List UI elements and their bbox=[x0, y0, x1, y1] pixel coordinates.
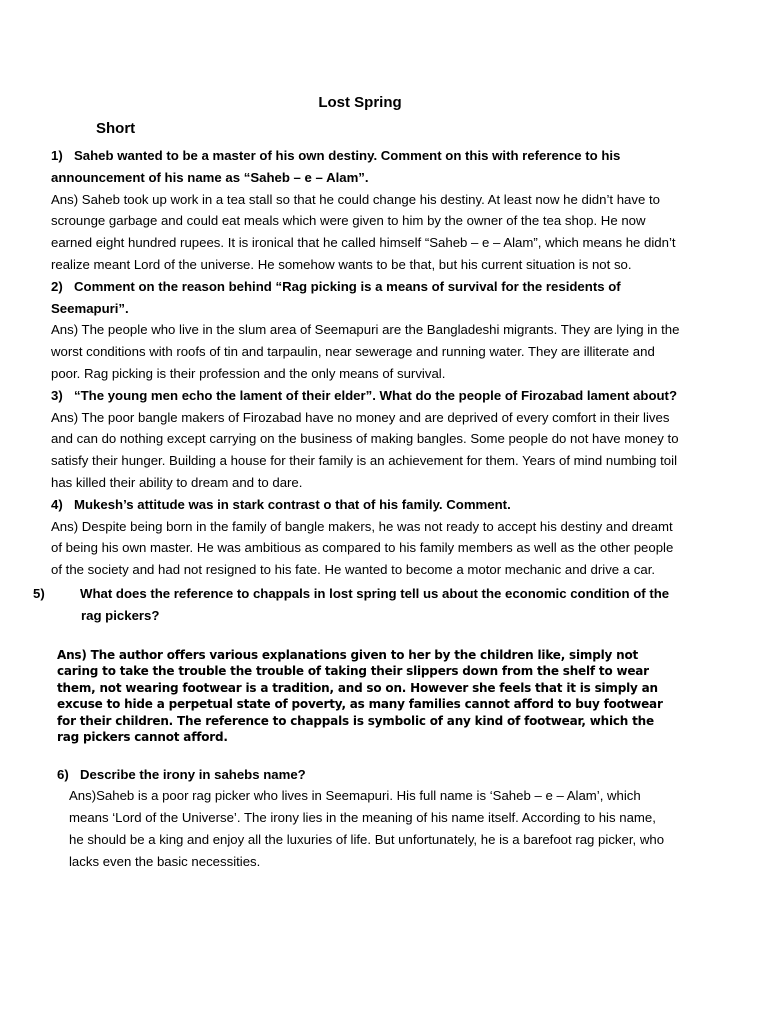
question-5 bbox=[33, 583, 683, 627]
answer-3: Ans) The poor bangle makers of Firozabad have no money and are deprived of every comfort in their lives and can do nothing except carrying on the business of making bangles. Some people do not have money to satisfy their hunger. Building a house for their family is an achievement for them. Years of mind numbing toil has killed their ability to dream and to dare. bbox=[51, 409, 679, 490]
question-3 bbox=[51, 385, 683, 407]
answer-2: Ans) The people who live in the slum area of Seemapuri are the Bangladeshi migrants. They are lying in the worst conditions with roofs of tin and tarpaulin, near sewerage and running water. They are illiterate and poor. Rag picking is their profession and the only means of survival. bbox=[51, 322, 680, 381]
question-text: “The young men echo the lament of their elder”. What do the people of Firozabad lament about? bbox=[74, 387, 677, 403]
answer-1: Ans) Saheb took up work in a tea stall so that he could change his destiny. At least now he didn’t have to scrounge garbage and could eat meals which were given to him by the owner of the tea shop. He now earned eight hundred rupees. It is ironical that he called himself “Saheb – e – Alam”, which means he didn’t realize meant Lord of the universe. He somehow wants to be that, but his current situation is not so. bbox=[51, 191, 676, 272]
question-number: 3) bbox=[51, 387, 63, 403]
question-4 bbox=[51, 494, 683, 516]
question-1 bbox=[51, 145, 683, 189]
answer-4: Ans) Despite being born in the family of bangle makers, he was not ready to accept his destiny and dreamt of being his own master. He was ambitious as compared to his family members as well as the other people of the society and had not resigned to his fate. He wanted to become a motor mechanic and drive a car. bbox=[51, 518, 674, 578]
page-title: Lost Spring bbox=[318, 94, 402, 111]
question-text: Describe the irony in sahebs name? bbox=[80, 766, 306, 782]
question-number: 1) bbox=[51, 148, 63, 163]
question-number: 5) bbox=[33, 585, 45, 601]
question-number: 6) bbox=[57, 766, 69, 782]
question-text: What does the reference to chappals in lost spring tell us about the economic condition of the rag pickers? bbox=[80, 585, 670, 623]
answer-6: Ans)Saheb is a poor rag picker who lives in Seemapuri. His full name is ‘Saheb – e – Alam’, which means ‘Lord of the Universe’. The irony lies in the meaning of his name itself. According to his name, he should be a king and enjoy all the luxuries of life. But unfortunately, he is a barefoot rag picker, who lacks even the basic necessities. bbox=[69, 788, 665, 869]
question-6 bbox=[57, 764, 683, 786]
question-text: Saheb wanted to be a master of his own destiny. Comment on this with reference to his announcement of his name as “Saheb – e – Alam”. bbox=[51, 148, 621, 185]
answer-5: Ans) The author offers various explanations given to her by the children like, simply not caring to take the trouble the trouble of taking their slippers down from the shelf to wear them, not wearing footwear is a tradition, and so on. However she feels that it is simply an excuse to hide a perpetual state of poverty, as many families cannot afford to buy footwear for their children. The reference to chappals is symbolic of any kind of footwear, which the rag pickers cannot afford. bbox=[57, 647, 663, 745]
question-number: 2) bbox=[51, 278, 63, 294]
qa-list bbox=[33, 145, 683, 873]
section-heading: Short bbox=[96, 120, 136, 137]
question-number: 4) bbox=[51, 496, 63, 512]
question-text: Comment on the reason behind “Rag picking is a means of survival for the residents of Seemapuri”. bbox=[51, 278, 621, 316]
question-2 bbox=[51, 276, 683, 320]
question-text: Mukesh’s attitude was in stark contrast o that of his family. Comment. bbox=[74, 496, 511, 512]
